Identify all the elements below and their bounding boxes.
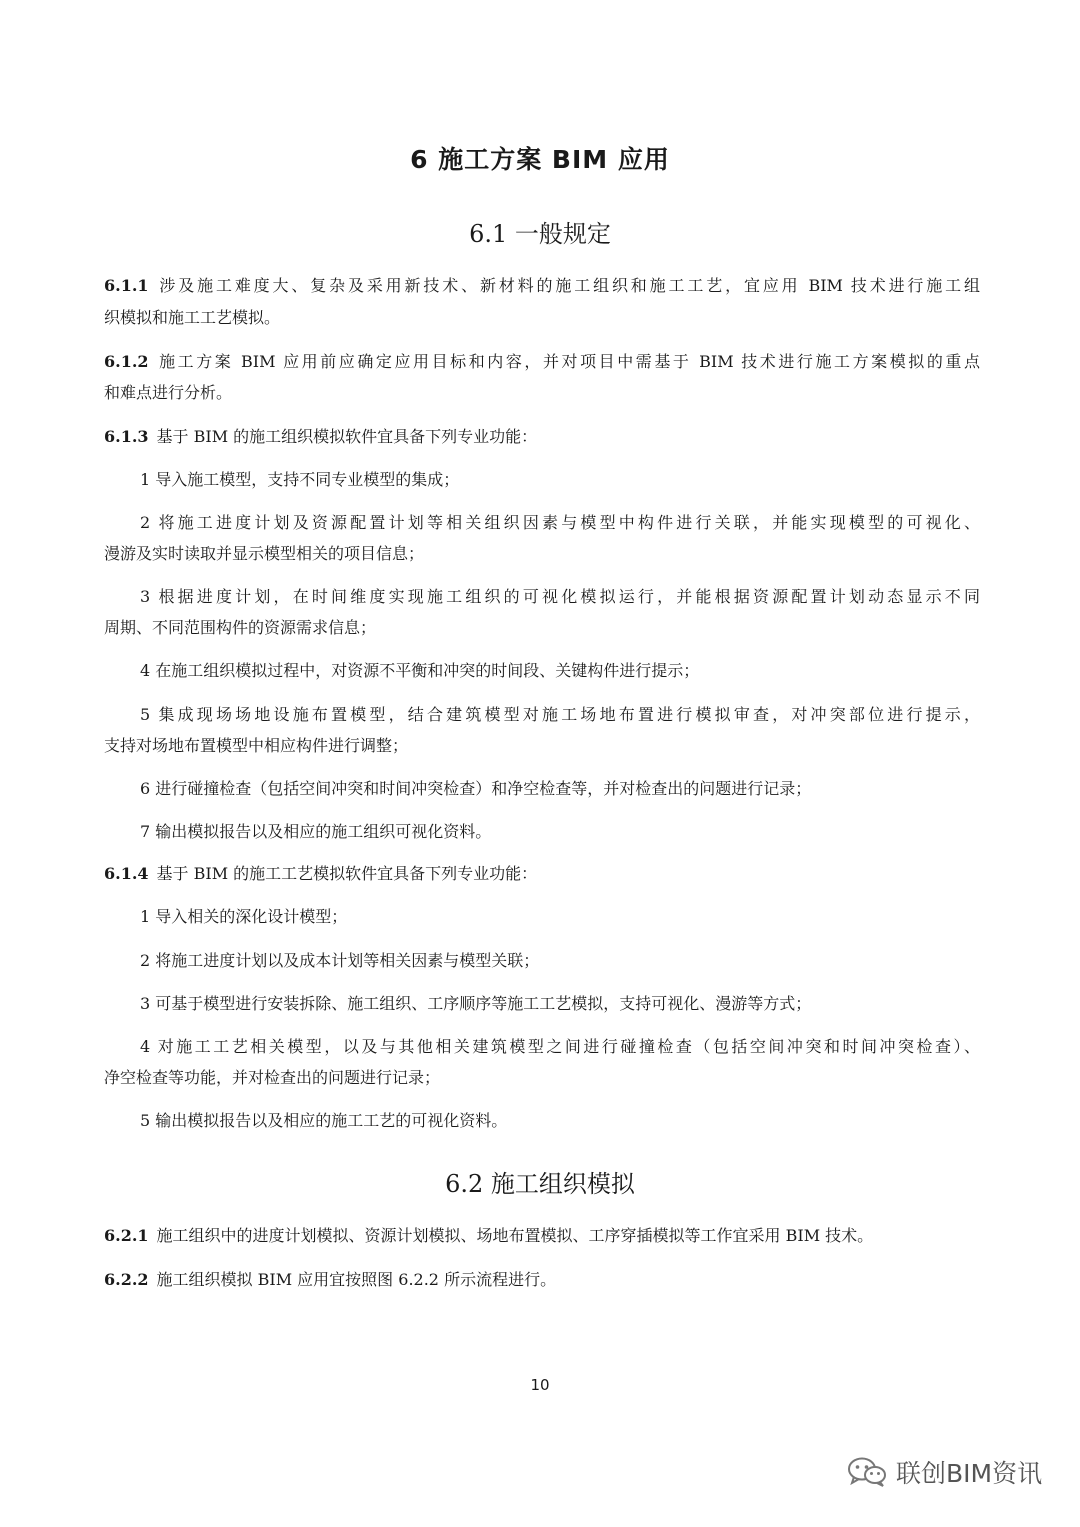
clause-text: 施工组织模拟 BIM 应用宜按照图 6.2.2 所示流程进行。 [156,1270,557,1289]
clause-text: 基于 BIM 的施工组织模拟软件宜具备下列专业功能： [156,427,538,446]
list-item-6-1-3-3-cont: 周期、不同范围构件的资源需求信息； [104,618,377,637]
list-item-6-1-4-4: 4 对施工工艺相关模型，以及与其他相关建筑模型之间进行碰撞检查（包括空间冲突和时间冲突检查）、 [140,1037,980,1056]
clause-6-1-3-line-1 [104,427,980,447]
clause-6-2-2-line-1 [104,1270,980,1290]
clause-text: 涉及施工难度大、复杂及采用新技术、新材料的施工组织和施工工艺，宜应用 BIM 技术进行施工组 [156,276,980,295]
page-number: 10 [530,1376,550,1394]
list-item-6-1-4-4-cont: 净空检查等功能，并对检查出的问题进行记录； [104,1068,441,1087]
list-item-6-1-3-5-cont: 支持对场地布置模型中相应构件进行调整； [104,736,409,755]
clause-6-1-2-line-2: 和难点进行分析。 [104,383,233,402]
clause-number: 6.2.1 [104,1226,149,1245]
clause-number: 6.1.4 [104,864,149,883]
list-item-6-1-3-3: 3 根据进度计划，在时间维度实现施工组织的可视化模拟运行，并能根据资源配置计划动态显示不同 [140,587,980,606]
list-item-6-1-3-1: 1 导入施工模型，支持不同专业模型的集成； [140,470,460,489]
section-title-6-2: 6.2 施工组织模拟 [445,1170,635,1198]
watermark [846,1452,1042,1492]
clause-text: 施工方案 BIM 应用前应确定应用目标和内容，并对项目中需基于 BIM 技术进行施工方案模拟的重点 [156,352,980,371]
watermark-text: 联创BIM资讯 [896,1459,1043,1488]
clause-number: 6.1.3 [104,427,149,446]
clause-6-1-1-line-2: 织模拟和施工工艺模拟。 [104,308,281,327]
list-item-6-1-3-2: 2 将施工进度计划及资源配置计划等相关组织因素与模型中构件进行关联，并能实现模型的可视化、 [140,513,980,532]
list-item-6-1-3-2-cont: 漫游及实时读取并显示模型相关的项目信息； [104,544,425,563]
clause-text: 施工组织中的进度计划模拟、资源计划模拟、场地布置模拟、工序穿插模拟等工作宜采用 BIM 技术。 [156,1226,874,1245]
list-item-6-1-3-6: 6 进行碰撞检查（包括空间冲突和时间冲突检查）和净空检查等，并对检查出的问题进行记录； [140,779,812,798]
clause-number: 6.1.2 [104,352,149,371]
list-item-6-1-4-5: 5 输出模拟报告以及相应的施工工艺的可视化资料。 [140,1111,508,1130]
chapter-title: 6 施工方案 BIM 应用 [410,145,670,174]
clause-6-1-4-line-1 [104,864,980,884]
clause-6-1-1-line-1 [104,276,980,296]
clause-number: 6.2.2 [104,1270,149,1289]
list-item-6-1-4-1: 1 导入相关的深化设计模型； [140,907,348,926]
list-item-6-1-4-3: 3 可基于模型进行安装拆除、施工组织、工序顺序等施工工艺模拟，支持可视化、漫游等方式； [140,994,812,1013]
list-item-6-1-3-5: 5 集成现场场地设施布置模型，结合建筑模型对施工场地布置进行模拟审查，对冲突部位进行提示， [140,705,980,724]
list-item-6-1-4-2: 2 将施工进度计划以及成本计划等相关因素与模型关联； [140,951,540,970]
clause-text: 基于 BIM 的施工工艺模拟软件宜具备下列专业功能： [156,864,538,883]
clause-number: 6.1.1 [104,276,149,295]
list-item-6-1-3-7: 7 输出模拟报告以及相应的施工组织可视化资料。 [140,822,492,841]
clause-6-1-2-line-1 [104,352,980,372]
wechat-icon [846,1456,888,1488]
section-title-6-1: 6.1 一般规定 [469,220,611,248]
list-item-6-1-3-4: 4 在施工组织模拟过程中，对资源不平衡和冲突的时间段、关键构件进行提示； [140,661,700,680]
clause-6-2-1-line-1 [104,1226,980,1246]
